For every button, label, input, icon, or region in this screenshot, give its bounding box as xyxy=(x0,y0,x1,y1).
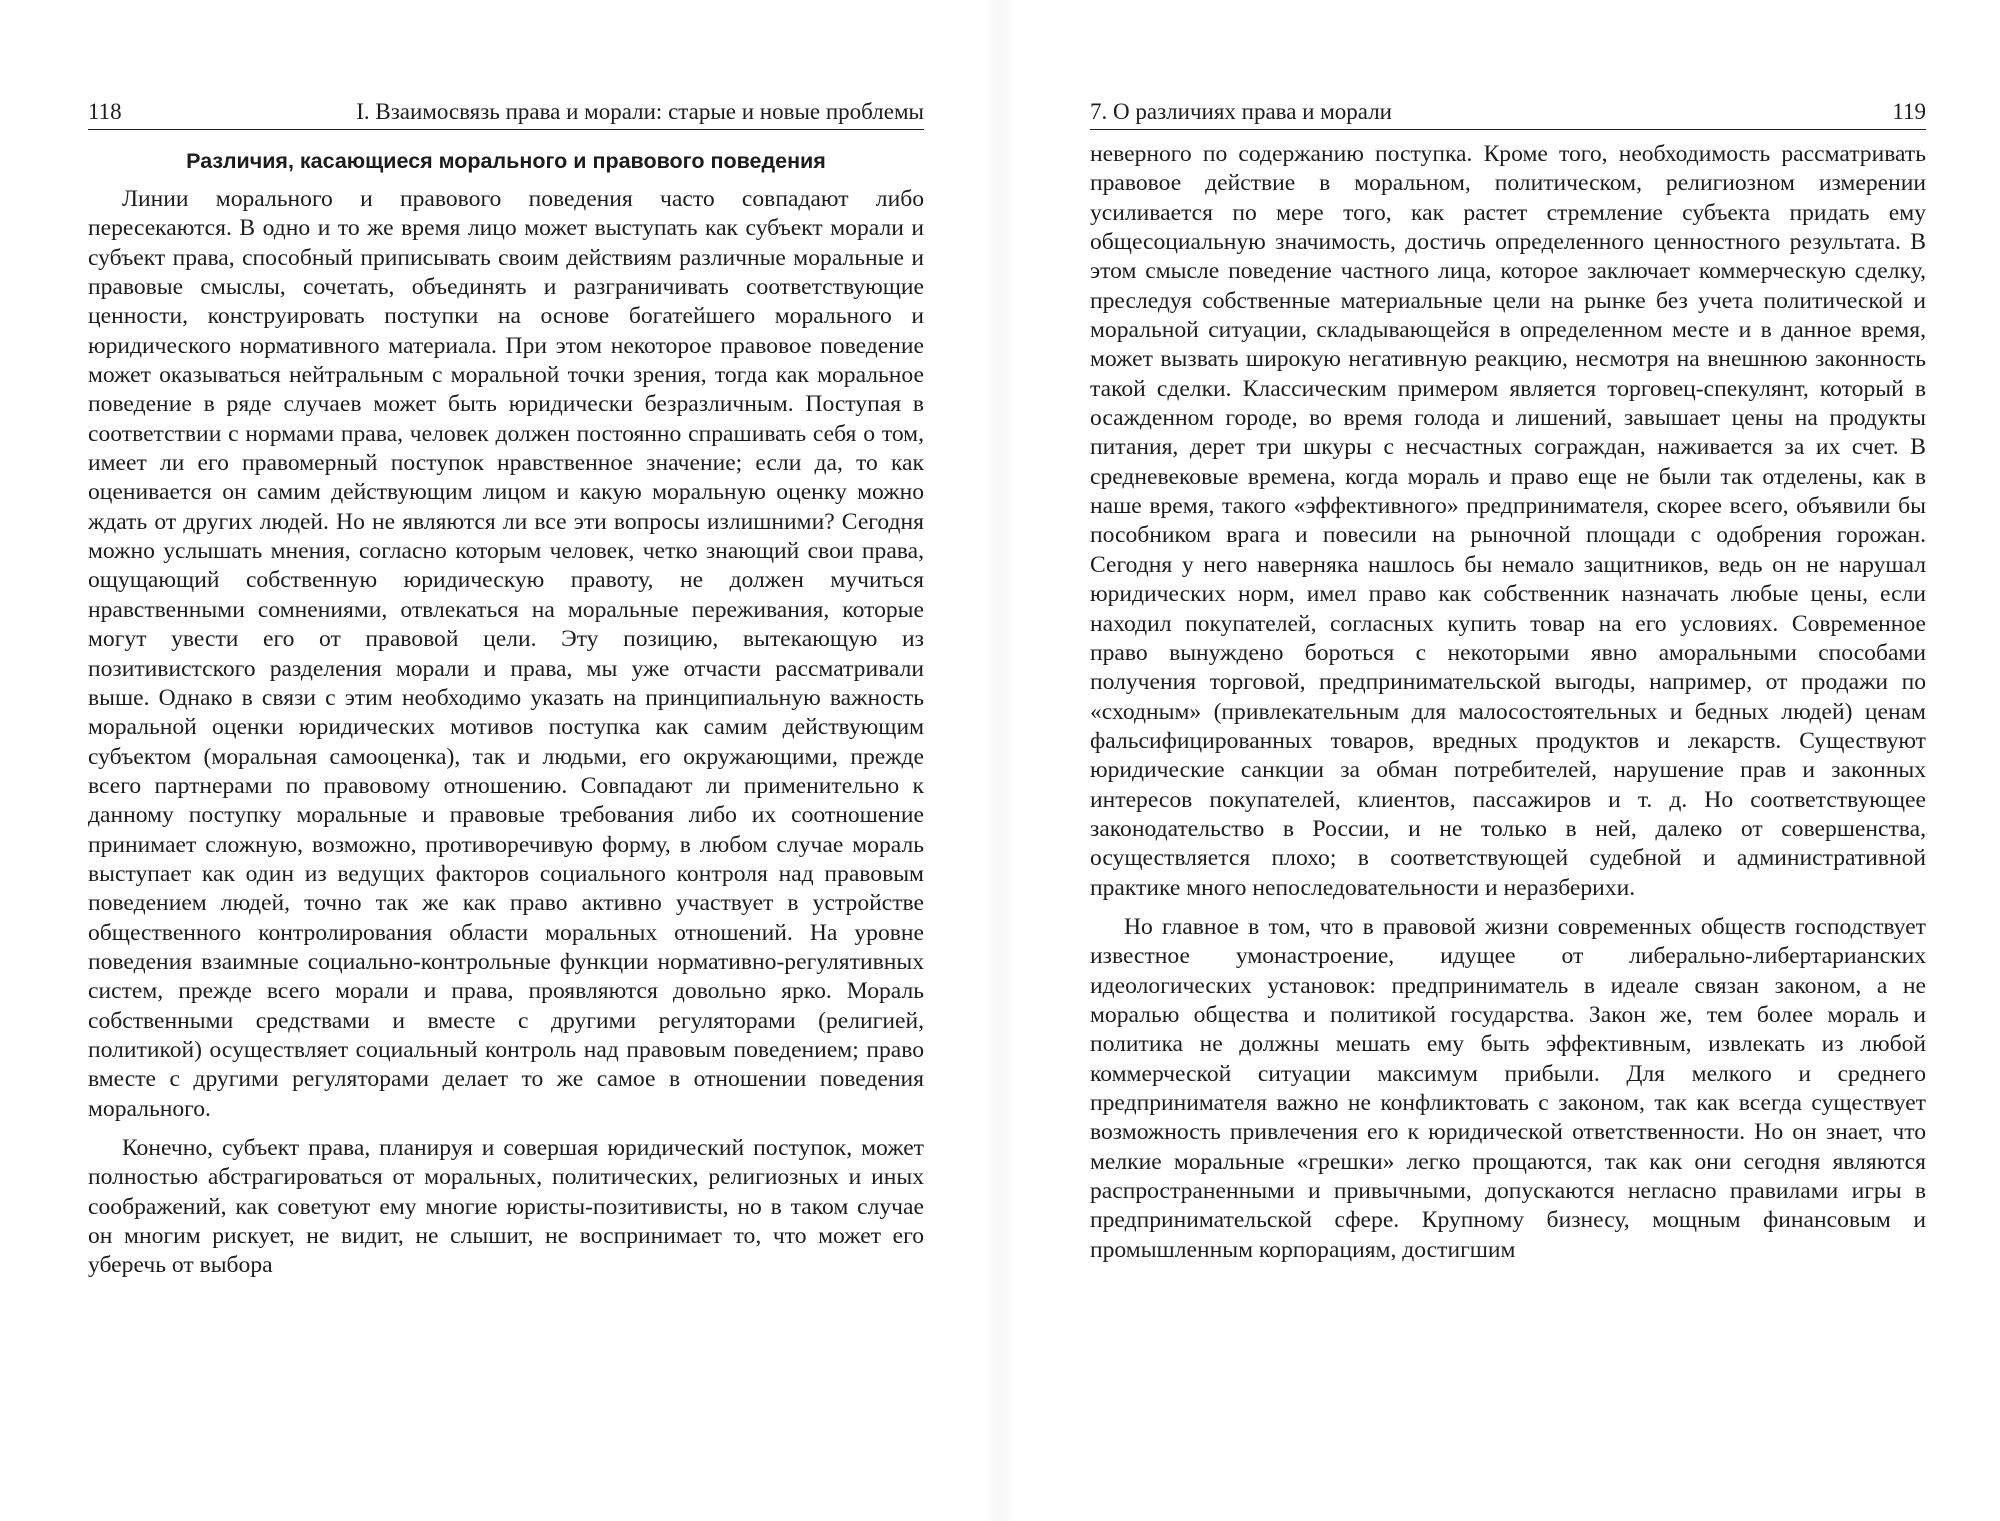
section-heading: Различия, касающиеся морального и правового поведения xyxy=(186,149,826,173)
body-text-left xyxy=(88,185,924,1281)
running-title: 7. О различиях права и морали xyxy=(1090,99,1392,124)
paragraph: Но главное в том, что в правовой жизни современных обществ господствует известное умонастроение, идущее от либерально-либертарианских идеологических установок: предприниматель в идеале связан законом, а не моралью общества и политикой государства. Закон же, тем более мораль и политика не должны мешать ему быть эффективным, извлекать из любой коммерческой ситуации максимум прибыли. Для мелкого и среднего предпринимателя важно не конфликтовать с законом, так как всегда существует возможность привлечения его к юридической ответственности. Но он знает, что мелкие моральные «грешки» легко прощаются, так как они сегодня являются распространенными и привычными, допускаются негласно правилами игры в предпринимательской сфере. Крупному бизнесу, мощным финансовым и промышленным корпорациям, достигшим xyxy=(1090,913,1926,1263)
running-head-right xyxy=(1090,96,1926,130)
page-number: 118 xyxy=(88,99,122,124)
running-head-left xyxy=(88,96,924,130)
running-title: I. Взаимосвязь права и морали: старые и новые проблемы xyxy=(356,99,924,124)
page-number: 119 xyxy=(1892,99,1926,124)
paragraph: неверного по содержанию поступка. Кроме того, необходимость рассматривать правовое действие в моральном, политическом, религиозном измерении усиливается по мере того, как растет стремление субъекта придать ему общесоциальную значимость, достичь определенного ценностного результата. В этом смысле поведение частного лица, которое заключает коммерческую сделку, преследуя собственные материальные цели на рынке без учета политической и моральной ситуации, складывающейся в определенном месте и в данное время, может вызвать широкую негативную реакцию, несмотря на внешнюю законность такой сделки. Классическим примером является торговец-спекулянт, который в осажденном городе, во время голода и лишений, завышает цены на продукты питания, дерет три шкуры с несчастных сограждан, наживается за их счет. В средневековые времена, когда мораль и право еще не были так отделены, как в наше время, такого «эффективного» предпринимателя, скорее всего, объявили бы пособником врага и повесили на рыночной площади с одобрения горожан. Сегодня у него наверняка нашлось бы немало защитников, ведь он не нарушал юридических норм, имел право как собственник назначать любые цены, если находил покупателей, согласных купить товар на его условиях. Современное право вынуждено бороться с некоторыми явно аморальными способами получения торговой, предпринимательской выгоды, например, от продажи по «сходным» (привлекательным для малосостоятельных и бедных людей) ценам фальсифицированных товаров, вредных продуктов и лекарств. Существуют юридические санкции за обман потребителей, нарушение прав и законных интересов покупателей, клиентов, пассажиров и т. д. Но соответствующее законодательство в России, и не только в ней, далеко от совершенства, осуществляется плохо; в соответствующей судебной и административной практике много непоследовательности и неразберихи. xyxy=(1090,141,1926,901)
paragraph: Конечно, субъект права, планируя и совершая юридический поступок, может полностью абстрагироваться от моральных, политических, религиозных и иных соображений, как советуют ему многие юристы-позитивисты, но в таком случае он многим рискует, не видит, не слышит, не воспринимает то, что может его уберечь от выбора xyxy=(88,1135,924,1279)
paragraph: Линии морального и правового поведения часто совпадают либо пересекаются. В одно и то же время лицо может выступать как субъект морали и субъект права, способный приписывать своим действиям различные моральные и правовые смыслы, сочетать, объединять и разграничивать соответствующие ценности, конструировать поступки на основе богатейшего морального и юридического нормативного материала. При этом некоторое правовое поведение может оказываться нейтральным с моральной точки зрения, тогда как моральное поведение в ряде случаев может быть юридически безразличным. Поступая в соответствии с нормами права, человек должен постоянно спрашивать себя о том, имеет ли его правомерный поступок нравственное значение; если да, то как оценивается он самим действующим лицом и какую моральную оценку можно ждать от других людей. Но не являются ли все эти вопросы излишними? Сегодня можно услышать мнения, согласно которым человек, четко знающий свои права, ощущающий собственную юридическую правоту, не должен мучиться нравственными сомнениями, отвлекаться на моральные переживания, которые могут увести его от правовой цели. Эту позицию, вытекающую из позитивистского разделения морали и права, мы уже отчасти рассматривали выше. Однако в связи с этим необходимо указать на принципиальную важность моральной оценки юридических мотивов поступка как самим действующим субъектом (моральная самооценка), так и людьми, его окружающими, прежде всего партнерами по правовому отношению. Совпадают ли применительно к данному поступку моральные и правовые требования либо их соотношение принимает сложную, возможно, противоречивую форму, в любом случае мораль выступает как один из ведущих факторов социального контроля над правовым поведением людей, точно так же как право активно участвует в устройстве общественного контролирования области моральных отношений. На уровне поведения взаимные социально-контрольные функции нормативно-регулятивных систем, прежде всего морали и права, проявляются довольно ярко. Мораль собственными средствами и вместе с другими регуляторами (религией, политикой) осуществляет социальный контроль над правовым поведением; право вместе с другими регуляторами делает то же самое в отношении поведения морального. xyxy=(88,186,924,1122)
right-page xyxy=(1000,0,2000,1521)
body-text-right xyxy=(1090,140,1926,1265)
